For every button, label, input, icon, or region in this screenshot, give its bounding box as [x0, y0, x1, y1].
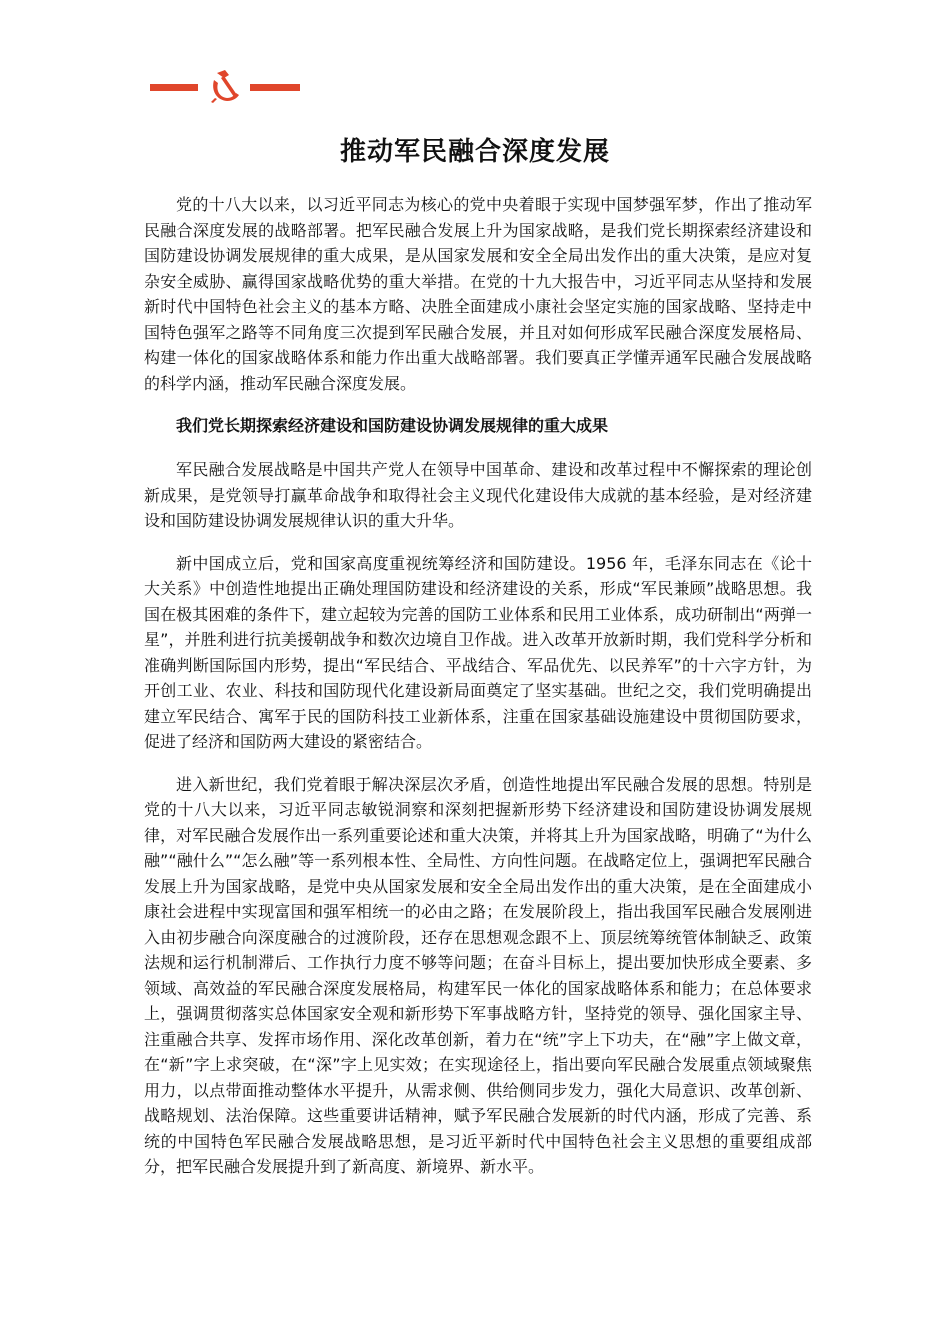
section-heading: 我们党长期探索经济建设和国防建设协调发展规律的重大成果 — [176, 416, 609, 435]
strategy-paragraph: 军民融合发展战略是中国共产党人在领导中国革命、建设和改革过程中不懈探索的理论创新成果，是党领导打赢革命战争和取得社会主义现代化建设伟大成就的基本经验，是对经济建设和国防建设协调发展规律认识的重大升华。 — [144, 460, 812, 530]
intro-paragraph: 党的十八大以来，以习近平同志为核心的党中央着眼于实现中国梦强军梦，作出了推动军民融合深度发展的战略部署。把军民融合发展上升为国家战略，是我们党长期探索经济建设和国防建设协调发展规律的重大成果，是从国家发展和安全全局出发作出的重大决策，是应对复杂安全威胁、赢得国家战略优势的重大举措。在党的十九大报告中，习近平同志从坚持和发展新时代中国特色社会主义的基本方略、决胜全面建成小康社会坚定实施的国家战略、坚持走中国特色强军之路等不同角度三次提到军民融合发展，并且对如何形成军民融合深度发展格局、构建一体化的国家战略体系和能力作出重大战略部署。我们要真正学懂弄通军民融合发展战略的科学内涵，推动军民融合深度发展。 — [144, 195, 812, 393]
emblem-right-bar — [250, 84, 300, 91]
party-emblem-header — [150, 66, 302, 106]
page-title: 推动军民融合深度发展 — [339, 137, 610, 167]
article-body — [144, 192, 812, 1180]
emblem-left-bar — [150, 84, 198, 91]
history-paragraph: 新中国成立后，党和国家高度重视统筹经济和国防建设。1956 年，毛泽东同志在《论十大关系》中创造性地提出正确处理国防建设和经济建设的关系，形成“军民兼顾”战略思想。我国在极其困难的条件下，建立起较为完善的国防工业体系和民用工业体系，成功研制出“两弹一星”，并胜利进行抗美援朝战争和数次边境自卫作战。进入改革开放新时期，我们党科学分析和准确判断国际国内形势，提出“军民结合、平战结合、军品优先、以民养军”的十六字方针，为开创工业、农业、科技和国防现代化建设新局面奠定了坚实基础。世纪之交，我们党明确提出建立军民结合、寓军于民的国防科技工业新体系，注重在国家基础设施建设中贯彻国防要求，促进了经济和国防两大建设的紧密结合。 — [144, 553, 812, 751]
hammer-and-sickle-icon — [206, 68, 244, 104]
new-century-paragraph: 进入新世纪，我们党着眼于解决深层次矛盾，创造性地提出军民融合发展的思想。特别是党的十八大以来，习近平同志敏锐洞察和深刻把握新形势下经济建设和国防建设协调发展规律，对军民融合发展作出一系列重要论述和重大决策，并将其上升为国家战略，明确了“为什么融”“融什么”“怎么融”等一系列根本性、全局性、方向性问题。在战略定位上，强调把军民融合发展上升为国家战略，是党中央从国家发展和安全全局出发作出的重大决策，是在全面建成小康社会进程中实现富国和强军相统一的必由之路；在发展阶段上，指出我国军民融合发展刚进入由初步融合向深度融合的过渡阶段，还存在思想观念跟不上、顶层统筹统管体制缺乏、政策法规和运行机制滞后、工作执行力度不够等问题；在奋斗目标上，提出要加快形成全要素、多领域、高效益的军民融合深度发展格局，构建军民一体化的国家战略体系和能力；在总体要求上，强调贯彻落实总体国家安全观和新形势下军事战略方针，坚持党的领导、强化国家主导、注重融合共享、发挥市场作用、深化改革创新，着力在“统”字上下功夫，在“融”字上做文章，在“新”字上求突破，在“深”字上见实效；在实现途径上，指出要向军民融合发展重点领域聚焦用力，以点带面推动整体水平提升，从需求侧、供给侧同步发力，强化大局意识、改革创新、战略规划、法治保障。这些重要讲话精神，赋予军民融合发展新的时代内涵，形成了完善、系统的中国特色军民融合发展战略思想，是习近平新时代中国特色社会主义思想的重要组成部分，把军民融合发展提升到了新高度、新境界、新水平。 — [144, 774, 812, 1176]
